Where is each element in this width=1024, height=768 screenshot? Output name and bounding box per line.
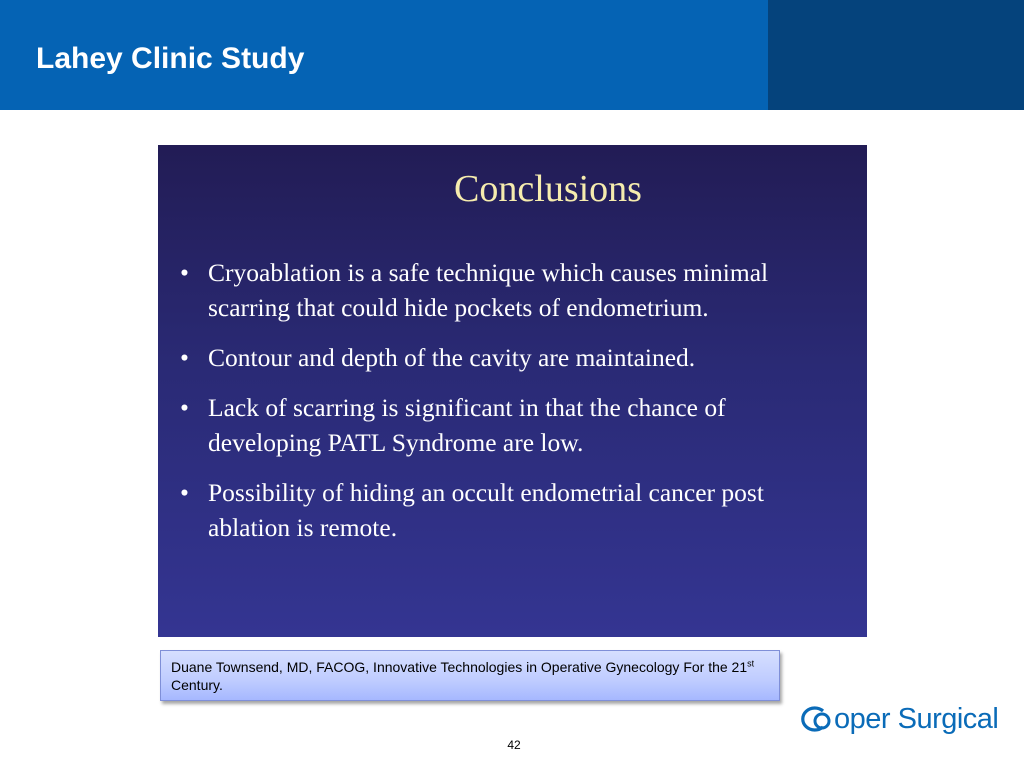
bullet-icon: • <box>180 258 189 287</box>
cooper-surgical-logo-icon <box>800 704 834 734</box>
bullet-text: Lack of scarring is significant in that the chance of developing PATL Syndrome are low. <box>208 393 726 457</box>
bullet-icon: • <box>180 343 189 372</box>
list-item <box>180 390 820 460</box>
bullet-text: Possibility of hiding an occult endometrial cancer post ablation is remote. <box>208 478 764 542</box>
citation-text: Duane Townsend, MD, FACOG, Innovative Technologies in Operative Gynecology For the 21 <box>171 659 748 675</box>
cooper-surgical-logo <box>800 700 1000 740</box>
embedded-slide-heading: Conclusions <box>454 168 642 210</box>
logo-text: oper Surgical <box>834 703 999 735</box>
page-number: 42 <box>507 738 521 752</box>
bullet-text: Contour and depth of the cavity are maintained. <box>208 343 696 372</box>
citation-text-end: Century. <box>171 677 223 693</box>
list-item <box>180 340 820 375</box>
header-accent-block <box>768 0 1024 110</box>
bullet-icon: • <box>180 393 189 422</box>
bullet-text: Cryoablation is a safe technique which causes minimal scarring that could hide pockets of endometrium. <box>208 258 769 322</box>
citation-box <box>160 650 780 701</box>
bullet-icon: • <box>180 478 189 507</box>
citation-superscript: st <box>747 658 755 669</box>
embedded-slide-image <box>158 145 867 637</box>
list-item <box>180 255 820 325</box>
conclusions-list <box>180 255 820 560</box>
slide-header-bar <box>0 0 1024 110</box>
list-item <box>180 475 820 545</box>
slide-title: Lahey Clinic Study <box>36 42 305 75</box>
